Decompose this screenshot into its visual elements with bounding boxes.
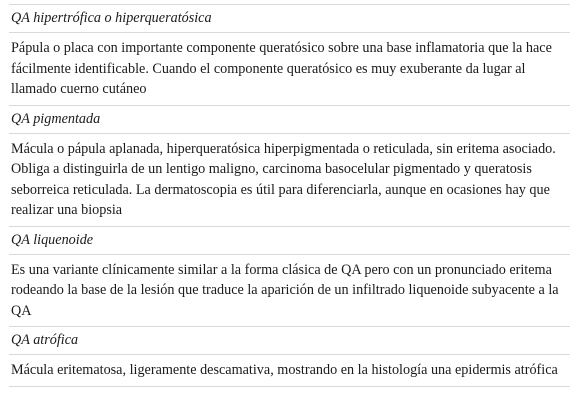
variant-title: QA liquenoide: [9, 226, 570, 254]
variant-description: Pápula o placa con importante componente queratósico sobre una base inflamatoria que la hace fácilmente identificable. Cuando el componente queratósico es muy exuberante da lugar al llamado cuerno cutáneo: [9, 33, 570, 106]
variant-title: QA pigmentada: [9, 105, 570, 133]
variants-table: [9, 4, 570, 387]
table-row: [9, 105, 570, 133]
variant-title: QA atrófica: [9, 327, 570, 355]
variant-description: Es una variante clínicamente similar a la forma clásica de QA pero con un pronunciado eritema rodeando la base de la lesión que traduce la aparición de un infiltrado liquenoide subyacente a la QA: [9, 254, 570, 327]
table-row: [9, 5, 570, 33]
variant-title: QA hipertrófica o hiperqueratósica: [9, 5, 570, 33]
variant-description: Mácula eritematosa, ligeramente descamativa, mostrando en la histología una epidermis atrófica: [9, 355, 570, 387]
table-row: [9, 133, 570, 226]
variant-description: Mácula o pápula aplanada, hiperqueratósica hiperpigmentada o reticulada, sin eritema asociado. Obliga a distinguirla de un lentigo maligno, carcinoma basocelular pigmentado y queratosis seborreica reticulada. La dermatoscopia es útil para diferenciarla, aunque en ocasiones hay que realizar una biopsia: [9, 133, 570, 226]
table-row: [9, 226, 570, 254]
table-row: [9, 355, 570, 387]
table-row: [9, 33, 570, 106]
table-row: [9, 327, 570, 355]
table-row: [9, 254, 570, 327]
